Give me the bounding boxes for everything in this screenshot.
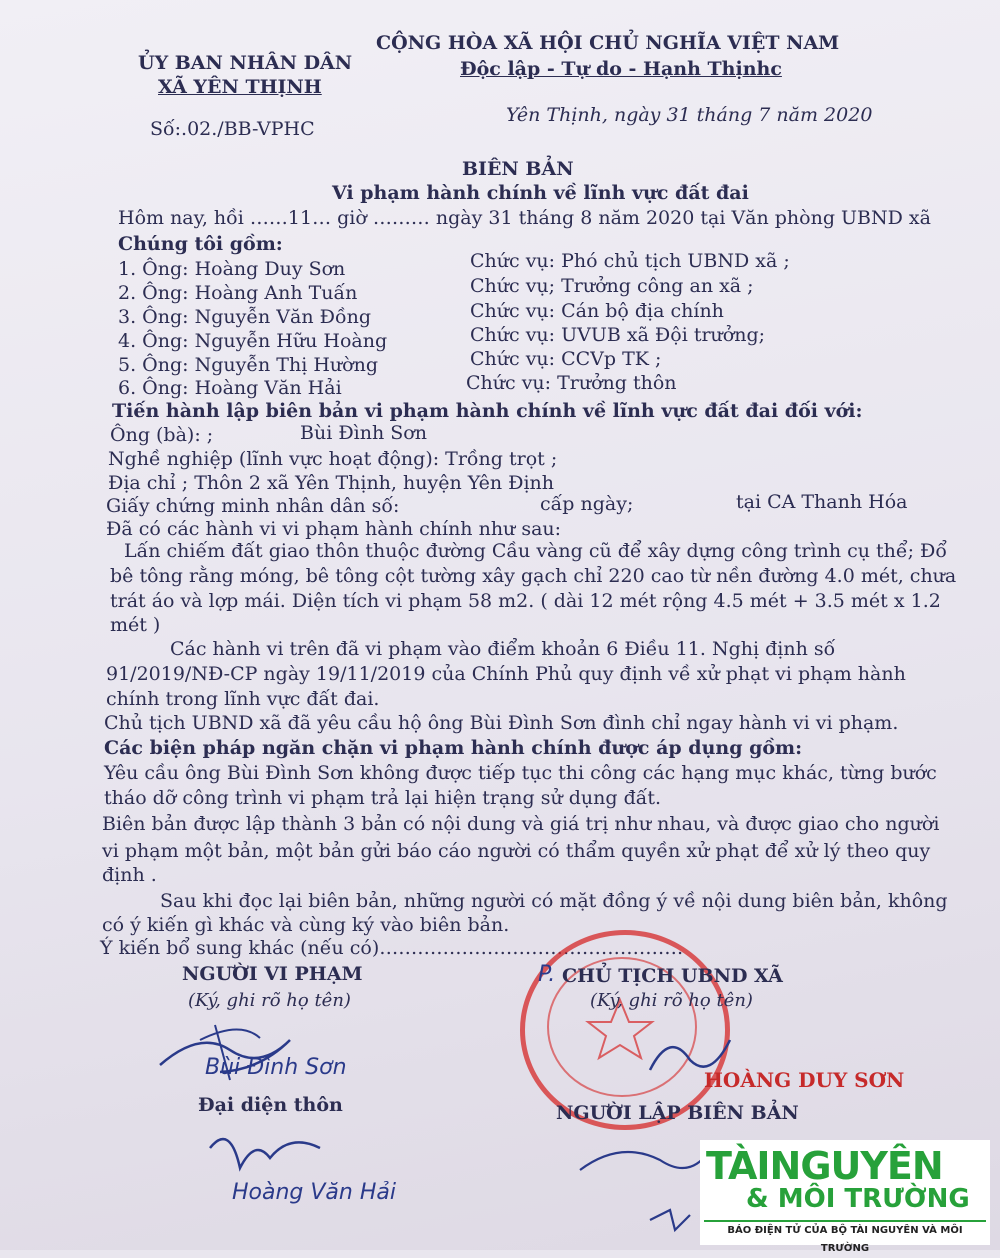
violator-signed-name: Bùi Đình Sơn [205,1055,347,1080]
violator-id-place: tại CA Thanh Hóa [736,491,908,513]
violator-id-label: Giấy chứng minh nhân dân số: [106,495,400,517]
violator-signature-title: NGƯỜI VI PHẠM [182,963,363,985]
request-line: Chủ tịch UBND xã đã yêu cầu hộ ông Bùi Đình Sơn đình chỉ ngay hành vi vi phạm. [104,712,899,734]
watermark-line-3: BÁO ĐIỆN TỬ CỦA BỘ TÀI NGUYÊN VÀ MÔI TRƯỜNG [704,1220,986,1242]
violator-name-label: Ông (bà): ; [110,424,214,446]
violator-heading: Tiến hành lập biên bản vi phạm hành chính về lĩnh vực đất đai đối với: [112,400,863,422]
extra-opinion-line: Ý kiến bổ sung khác (nếu có)………………………………………… [100,937,684,959]
members-heading: Chúng tôi gồm: [118,233,283,255]
member-role: Chức vụ: Trưởng thôn [466,372,677,394]
village-rep-signature-scribble [200,1118,340,1178]
closing-line: có ý kiến gì khác và cùng ký vào biên bản. [102,914,510,936]
member-role: Chức vụ: Cán bộ địa chính [470,300,724,322]
member-role: Chức vụ: UVUB xã Đội trưởng; [470,324,766,346]
newspaper-watermark-logo [700,1140,990,1254]
violator-address: Địa chỉ ; Thôn 2 xã Yên Thịnh, huyện Yên Định [108,472,555,494]
violation-line: trát áo và lợp mái. Diện tích vi phạm 58 m2. ( dài 12 mét rộng 4.5 mét + 3.5 mét x 1.2 [110,590,941,612]
org-line-1: ỦY BAN NHÂN DÂN [138,52,353,74]
member-name: 1. Ông: Hoàng Duy Sơn [118,258,346,280]
place-date: Yên Thịnh, ngày 31 tháng 7 năm 2020 [506,104,873,126]
member-name: 6. Ông: Hoàng Văn Hải [118,377,342,399]
village-rep-title: Đại diện thôn [198,1094,343,1116]
watermark-line-1: TÀINGUYÊN [706,1144,943,1188]
measures-line: Yêu cầu ông Bùi Đình Sơn không được tiếp tục thi công các hạng mục khác, từng bước [104,762,937,784]
intro-line: Hôm nay, hồi ……11… giờ ……… ngày 31 tháng 8 năm 2020 tại Văn phòng UBND xã [118,207,931,229]
recorder-signature-title: NGƯỜI LẬP BIÊN BẢN [556,1102,799,1124]
violation-line: bê tông rằng móng, bê tông cột tường xây gạch chỉ 220 cao từ nền đường 4.0 mét, chưa [110,565,957,587]
national-motto: Độc lập - Tự do - Hạnh Thịnhc [460,58,782,80]
violator-job: Nghề nghiệp (lĩnh vực hoạt động): Trồng trọt ; [108,448,558,470]
chair-name: HOÀNG DUY SƠN [704,1068,905,1092]
violator-name: Bùi Đình Sơn [300,422,427,444]
chair-prefix: P. [538,962,556,987]
violator-id-date: cấp ngày; [540,493,634,515]
measures-heading: Các biện pháp ngăn chặn vi phạm hành chính được áp dụng gồm: [104,737,803,759]
village-rep-signed-name: Hoàng Văn Hải [232,1180,396,1205]
document-number: Số:.02./BB-VPHC [150,118,315,140]
watermark-line-2: & MÔI TRƯỜNG [746,1184,970,1214]
national-title: CỘNG HÒA XÃ HỘI CHỦ NGHĨA VIỆT NAM [376,32,840,54]
recorder-signature-scribble [560,1130,720,1245]
violator-signature-note: (Ký, ghi rõ họ tên) [188,990,351,1011]
legal-line: chính trong lĩnh vực đất đai. [106,688,380,710]
member-name: 3. Ông: Nguyễn Văn Đồng [118,306,371,328]
measures-line: định . [102,864,157,886]
violation-line: Lấn chiếm đất giao thôn thuộc đường Cầu vàng cũ để xây dựng công trình cụ thể; Đổ [124,540,947,562]
member-role: Chức vụ; Trưởng công an xã ; [470,275,754,297]
member-role: Chức vụ: CCVp TK ; [470,348,662,370]
chair-signature-title: CHỦ TỊCH UBND XÃ [562,965,783,987]
violations-heading: Đã có các hành vi vi phạm hành chính như sau: [106,518,562,540]
violation-line: mét ) [110,614,161,636]
legal-line: 91/2019/NĐ-CP ngày 19/11/2019 của Chính Phủ quy định về xử phạt vi phạm hành [106,663,906,685]
org-line-2: XÃ YÊN THỊNH [158,76,322,98]
member-name: 2. Ông: Hoàng Anh Tuấn [118,282,358,304]
measures-line: tháo dỡ công trình vi phạm trả lại hiện trạng sử dụng đất. [104,787,662,809]
member-name: 4. Ông: Nguyễn Hữu Hoàng [118,330,388,352]
member-role: Chức vụ: Phó chủ tịch UBND xã ; [470,250,790,272]
document-title: BIÊN BẢN [462,158,574,180]
closing-line: Sau khi đọc lại biên bản, những người có mặt đồng ý về nội dung biên bản, không [160,890,948,912]
chair-signature-note: (Ký, ghi rõ họ tên) [590,990,753,1011]
member-name: 5. Ông: Nguyễn Thị Hường [118,354,378,376]
document-subtitle: Vi phạm hành chính về lĩnh vực đất đai [332,182,749,204]
measures-line: vi phạm một bản, một bản gửi báo cáo người có thẩm quyền xử phạt để xử lý theo quy [102,840,931,862]
legal-line: Các hành vi trên đã vi phạm vào điểm khoản 6 Điều 11. Nghị định số [170,638,836,660]
measures-line: Biên bản được lập thành 3 bản có nội dung và giá trị như nhau, và được giao cho người [102,813,940,835]
